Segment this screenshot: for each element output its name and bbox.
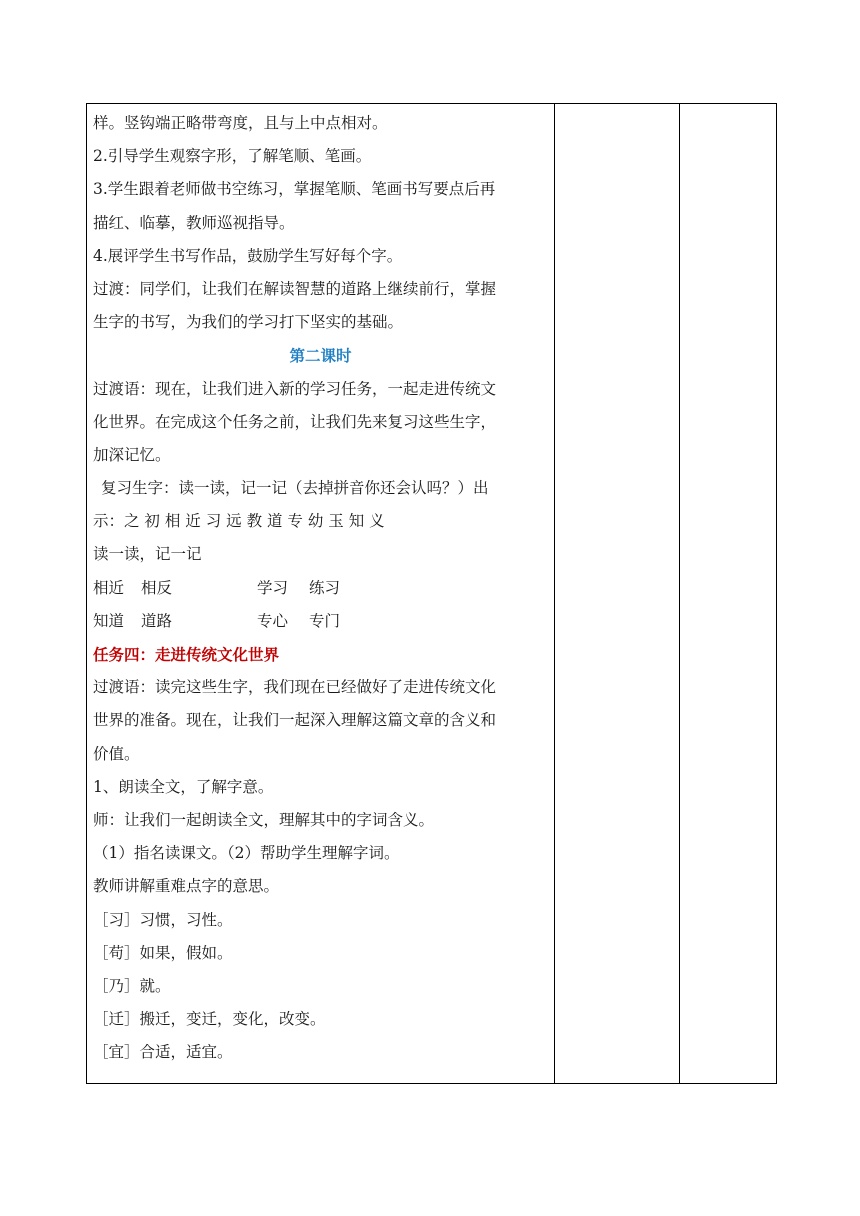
- text-line: 示：之 初 相 近 习 远 教 道 专 幼 玉 知 义: [93, 512, 385, 531]
- text-line: 过渡语：现在，让我们进入新的学习任务，一起走进传统文: [93, 379, 497, 398]
- text-line: 价值。: [93, 744, 140, 763]
- notes-cell: [680, 104, 777, 1084]
- text-line: ［乃］就。: [93, 976, 171, 995]
- word: 专心: [257, 611, 289, 630]
- text-line: 4.展评学生书写作品，鼓励学生写好每个字。: [93, 246, 403, 265]
- word-row: [93, 572, 548, 605]
- text-line: （1）指名读课文。（2）帮助学生理解字词。: [93, 844, 400, 863]
- word: 专门: [309, 611, 341, 630]
- text-line: 加深记忆。: [93, 445, 171, 464]
- text-line: 1、朗读全文，了解字意。: [93, 777, 274, 796]
- text-line: 生字的书写，为我们的学习打下坚实的基础。: [93, 313, 404, 332]
- text-line: 3.学生跟着老师做书空练习，掌握笔顺、笔画书写要点后再: [93, 180, 496, 199]
- text-line: ［苟］如果，假如。: [93, 943, 233, 962]
- text-line: ［习］习惯，习性。: [93, 910, 233, 929]
- text-line: 读一读，记一记: [93, 545, 202, 564]
- main-content-cell: [87, 104, 555, 1084]
- text-line: 过渡：同学们，让我们在解读智慧的道路上继续前行，掌握: [93, 279, 497, 298]
- word: 学习: [257, 578, 289, 597]
- text-line: ［迁］搬迁，变迁，变化，改变。: [93, 1010, 326, 1029]
- task-heading: 任务四：走进传统文化世界: [93, 645, 280, 664]
- word-row: [93, 605, 548, 638]
- student-activity-cell: [555, 104, 680, 1084]
- lesson-plan-table: [86, 103, 777, 1084]
- text-line: 化世界。在完成这个任务之前，让我们先来复习这些生字，: [93, 412, 497, 431]
- text-line: 教师讲解重难点字的意思。: [93, 877, 280, 896]
- word: 知道: [93, 611, 125, 630]
- text-line: 世界的准备。现在，让我们一起深入理解这篇文章的含义和: [93, 711, 497, 730]
- text-line: ［宜］合适，适宜。: [93, 1043, 233, 1062]
- text-line: 师：让我们一起朗读全文，理解其中的字词含义。: [93, 810, 435, 829]
- text-line: 样。竖钩端正略带弯度，且与上中点相对。: [93, 114, 388, 132]
- text-line: 2.引导学生观察字形，了解笔顺、笔画。: [93, 147, 372, 166]
- word: 相近: [93, 578, 125, 597]
- text-line: 复习生字：读一读，记一记（去掉拼音你还会认吗？）出: [101, 479, 489, 498]
- text-line: 描红、临摹，教师巡视指导。: [93, 213, 295, 232]
- word: 练习: [309, 578, 341, 597]
- text-line: 过渡语：读完这些生字，我们现在已经做好了走进传统文化: [93, 678, 497, 697]
- word: 道路: [141, 611, 173, 630]
- word: 相反: [141, 578, 173, 597]
- second-lesson-heading: 第二课时: [289, 346, 352, 366]
